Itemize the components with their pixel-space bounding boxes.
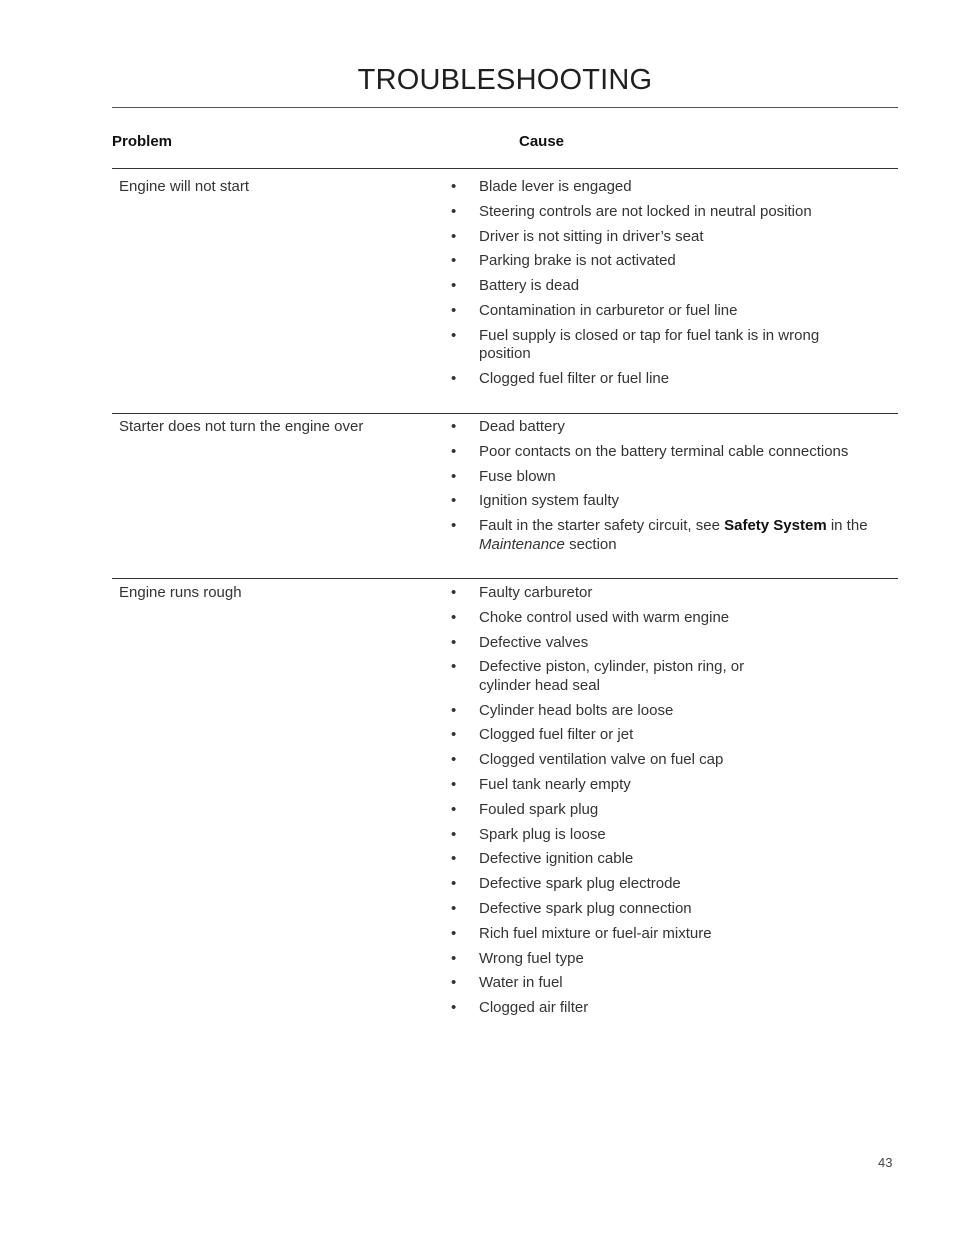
list-item: • Faulty carburetor	[451, 584, 593, 601]
cause-text: Steering controls are not locked in neutral position	[479, 202, 812, 220]
cause-suffix: section	[564, 535, 617, 553]
list-item: • Fault in the starter safety circuit, see Safety System in the Maintenance section	[451, 517, 868, 553]
list-item: • Choke control used with warm engine	[451, 608, 730, 626]
list-item: • Defective ignition cable	[451, 850, 634, 868]
row-divider	[112, 168, 898, 169]
cause-text: Fuel tank nearly empty	[479, 776, 631, 794]
list-item: • Water in fuel	[451, 974, 563, 992]
cause-text: Driver is not sitting in driver’s seat	[479, 227, 704, 245]
cause-text: Contamination in carburetor or fuel line	[479, 301, 738, 319]
list-item: • Defective spark plug connection	[451, 900, 692, 918]
list-item: • Cylinder head bolts are loose	[451, 701, 674, 719]
cause-text: Water in fuel	[479, 974, 563, 992]
list-item: • Rich fuel mixture or fuel-air mixture	[451, 924, 712, 942]
cause-text: Clogged ventilation valve on fuel cap	[479, 751, 724, 769]
cause-text: Fuel supply is closed or tap for fuel tank is in wrong position	[479, 326, 820, 363]
problem-starter-does-not-turn: Starter does not turn the engine over	[119, 418, 364, 435]
list-item: • Clogged fuel filter or jet	[451, 726, 634, 744]
cause-prefix: Fault in the starter safety circuit, see	[479, 517, 725, 535]
list-item: • Fuse blown	[451, 467, 556, 485]
cause-text: Rich fuel mixture or fuel-air mixture	[479, 924, 712, 942]
list-item: • Poor contacts on the battery terminal cable connections	[451, 442, 849, 460]
cause-text: Defective ignition cable	[479, 850, 634, 868]
cause-text: Dead battery	[479, 418, 565, 435]
cause-list-starter-does-not-turn	[451, 418, 891, 560]
list-item: • Driver is not sitting in driver’s seat	[451, 227, 704, 245]
safety-system-reference: Safety System	[724, 517, 827, 535]
column-header-problem: Problem	[112, 133, 173, 150]
cause-text: Defective spark plug connection	[479, 900, 692, 918]
cause-text: Defective spark plug electrode	[479, 875, 681, 893]
cause-text: Ignition system faulty	[479, 492, 620, 510]
problem-engine-runs-rough: Engine runs rough	[119, 584, 242, 601]
list-item: • Contamination in carburetor or fuel line	[451, 301, 738, 319]
list-item: • Battery is dead	[451, 277, 580, 295]
row-divider	[112, 578, 898, 579]
cause-text: Faulty carburetor	[479, 584, 593, 601]
cause-text: Clogged fuel filter or jet	[479, 726, 634, 744]
column-header-cause: Cause	[519, 133, 565, 150]
list-item: • Fuel supply is closed or tap for fuel tank is in wrong position	[451, 326, 820, 363]
list-item: • Parking brake is not activated	[451, 252, 676, 270]
cause-text: Battery is dead	[479, 277, 580, 295]
cause-list-engine-runs-rough	[451, 584, 891, 1024]
cause-list-engine-will-not-start	[451, 178, 891, 395]
problem-engine-will-not-start: Engine will not start	[119, 178, 250, 195]
row-divider	[112, 413, 898, 414]
list-item: • Blade lever is engaged	[451, 178, 632, 195]
list-item: • Clogged air filter	[451, 999, 589, 1017]
list-item: • Defective spark plug electrode	[451, 875, 681, 893]
cause-text: Cylinder head bolts are loose	[479, 701, 674, 719]
cause-text: Fuse blown	[479, 467, 556, 485]
list-item: • Clogged fuel filter or fuel line	[451, 370, 670, 388]
list-item: • Defective piston, cylinder, piston ring, or cylinder head seal	[451, 658, 745, 694]
cause-text: Defective valves	[479, 633, 589, 651]
cause-text: Parking brake is not activated	[479, 252, 676, 270]
maintenance-reference: Maintenance	[479, 535, 565, 553]
page-number: 43	[878, 1155, 893, 1170]
cause-text: Choke control used with warm engine	[479, 608, 730, 626]
list-item: • Wrong fuel type	[451, 949, 584, 967]
title-divider	[112, 107, 898, 108]
cause-text: Clogged fuel filter or fuel line	[479, 370, 670, 388]
list-item: • Defective valves	[451, 633, 589, 651]
list-item: • Fuel tank nearly empty	[451, 776, 631, 794]
list-item: • Spark plug is loose	[451, 825, 606, 843]
cause-middle: in the	[826, 517, 868, 535]
cause-text: Spark plug is loose	[479, 825, 606, 843]
list-item: • Ignition system faulty	[451, 492, 620, 510]
cause-text: Defective piston, cylinder, piston ring, or cylinder head seal	[479, 658, 745, 694]
list-item: • Clogged ventilation valve on fuel cap	[451, 751, 724, 769]
list-item: • Steering controls are not locked in neutral position	[451, 202, 812, 220]
cause-text: Poor contacts on the battery terminal cable connections	[479, 442, 849, 460]
list-item: • Fouled spark plug	[451, 800, 599, 818]
cause-text: Wrong fuel type	[479, 949, 584, 967]
list-item: • Dead battery	[451, 418, 565, 435]
page-title: TROUBLESHOOTING	[357, 64, 653, 96]
cause-text: Clogged air filter	[479, 999, 589, 1017]
cause-text: Fouled spark plug	[479, 800, 599, 818]
cause-text	[479, 517, 868, 553]
cause-text: Blade lever is engaged	[479, 178, 632, 195]
